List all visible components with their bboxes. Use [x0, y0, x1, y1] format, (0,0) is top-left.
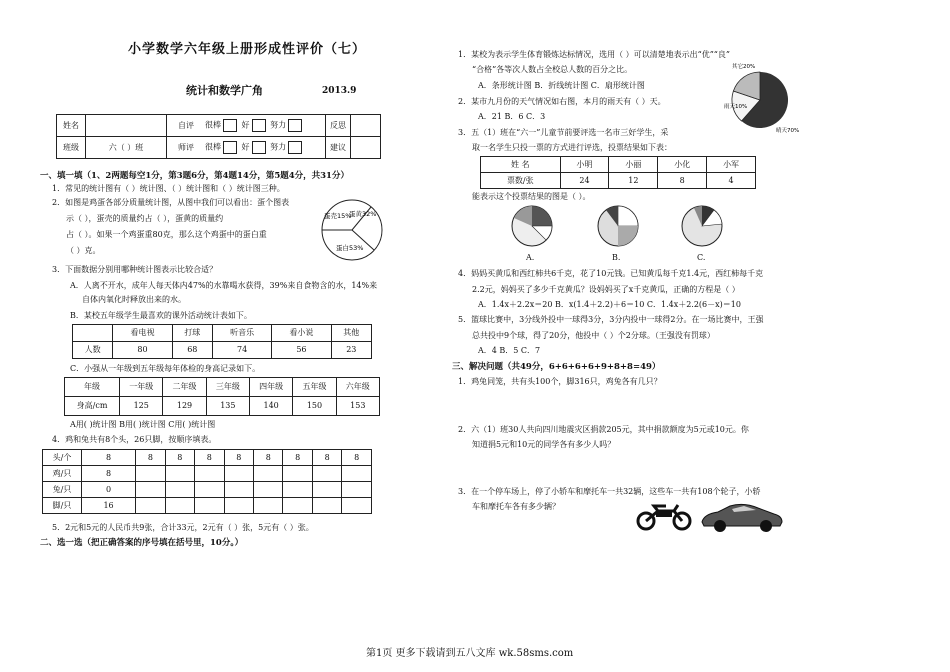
chicken-rabbit-cell[interactable]: [224, 498, 253, 514]
chicken-rabbit-cell: 0: [82, 482, 136, 498]
vote-h1: 小明: [560, 157, 609, 173]
chicken-rabbit-cell[interactable]: [254, 466, 283, 482]
s2-q4-options: A．1.4x＋2.2x＝20 B．x(1.4＋2.2)＋6＝10 C．1.4x＋2.2(6－x)＝10: [478, 300, 741, 309]
s1-q1: 1．常见的统计图有（ ）统计图、（ ）统计图和（ ）统计图三种。: [52, 184, 285, 193]
vote-c0: 票数/张: [481, 173, 561, 189]
chicken-rabbit-cell[interactable]: [195, 482, 224, 498]
s3-q3-line2: 车和摩托车各有多少辆？: [472, 502, 560, 511]
vote-table: [480, 156, 756, 189]
s2-q2: 2．某市九月份的天气情况如右图，本月的雨天有（ ）天。: [458, 97, 666, 106]
option-b-slice-1: [618, 206, 638, 226]
chicken-rabbit-cell[interactable]: [342, 482, 372, 498]
vote-h4: 小军: [707, 157, 756, 173]
s3-q2-line2: 知道捐5元和10元的同学各有多少人吗？: [472, 440, 616, 449]
activity-c1: 80: [113, 342, 172, 359]
student-info-table: [56, 114, 381, 159]
car-icon: [700, 502, 784, 532]
height-h3: 三年级: [206, 378, 249, 397]
section1-heading: 一、填一填（1、2两题每空1分，第3题6分，第4题14分，第5题4分，共31分）: [40, 171, 349, 181]
chicken-rabbit-cell[interactable]: [195, 466, 224, 482]
activity-c0: 人数: [73, 342, 113, 359]
height-table: [64, 377, 380, 416]
checkbox-great[interactable]: [223, 119, 237, 132]
s1-q4: 4．鸡和兔共有8个头，26只脚，按顺序填表。: [52, 435, 217, 444]
option-a-slice-1: [532, 206, 552, 226]
section2-heading: 二、选一选（把正确答案的序号填在括号里，10分。）: [40, 538, 244, 548]
s1-q5: 5．2元和5元的人民币共9张，合计33元，2元有（ ）张，5元有（ ）张。: [52, 523, 314, 532]
chicken-rabbit-cell: 8: [283, 450, 312, 466]
weather-label-rain: 雨天10%: [724, 104, 748, 110]
s2-q1-options: A．条形统计图 B．折线统计图 C．扇形统计图: [478, 81, 645, 90]
activity-h0: [73, 325, 113, 342]
rating-effort: 努力: [270, 120, 287, 130]
s3-q2-line1: 2．六（1）班30人共向四川地震灾区捐款205元，其中捐款额度为5元或10元。你: [458, 425, 749, 434]
activity-h3: 听音乐: [212, 325, 271, 342]
page-footer: 第1页 更多下载请到五八文库 wk.58sms.com: [366, 648, 574, 659]
s2-q3-question: 能表示这个投票结果的图是（ ）。: [472, 192, 591, 201]
weather-pie-chart: [724, 64, 800, 134]
info-reflect: 反思: [326, 115, 351, 137]
chicken-rabbit-cell[interactable]: [283, 498, 312, 514]
chicken-rabbit-cell: 8: [312, 450, 341, 466]
s1-q2-line1: 2．如图是鸡蛋各部分质量统计图，从图中我们可以看出：蛋个图表: [52, 198, 290, 207]
s2-q5-line1: 5．篮球比赛中，3分线外投中一球得3分，3分内投中一球得2分。在一场比赛中，王强: [458, 315, 764, 324]
activity-c2: 68: [172, 342, 212, 359]
chicken-rabbit-cell: 8: [224, 450, 253, 466]
s1-q3: 3．下面数据分别用哪种统计图表示比较合适？: [52, 265, 218, 274]
vote-h0: 姓 名: [481, 157, 561, 173]
height-h6: 六年级: [336, 378, 379, 397]
chicken-rabbit-table: [42, 449, 372, 514]
egg-label-shell: 蛋壳15%: [324, 212, 352, 220]
class-field[interactable]: 六（ ）班: [86, 137, 167, 159]
chicken-rabbit-cell[interactable]: [195, 498, 224, 514]
checkbox-good-t[interactable]: [252, 141, 266, 154]
s2-q3-line2: 取一名学生只投一票的方式进行评选，投票结果如下表：: [472, 143, 672, 152]
chicken-rabbit-cell[interactable]: [254, 482, 283, 498]
suggest-field[interactable]: [351, 137, 381, 159]
height-c5: 150: [293, 397, 336, 416]
option-c-pie: [680, 204, 724, 248]
option-b-slice-2: [618, 226, 638, 246]
s1-q3c: C．小强从一年级到五年级每年体检的身高记录如下。: [70, 364, 261, 373]
option-b-pie: [596, 204, 640, 248]
height-h4: 四年级: [249, 378, 292, 397]
s1-q2-line4: （ ）克。: [66, 246, 101, 255]
info-label-name: 姓名: [57, 115, 86, 137]
rating-great: 很棒: [205, 120, 221, 130]
checkbox-great-t[interactable]: [223, 141, 237, 154]
chicken-rabbit-cell[interactable]: [254, 498, 283, 514]
height-c0: 身高/cm: [65, 397, 120, 416]
checkbox-effort[interactable]: [288, 119, 302, 132]
chicken-rabbit-row-label: 头/个: [43, 450, 82, 466]
chicken-rabbit-row-label: 兔/只: [43, 482, 82, 498]
chicken-rabbit-cell: 8: [165, 450, 194, 466]
activity-c4: 56: [272, 342, 331, 359]
vote-c3: 8: [658, 173, 707, 189]
s1-q3a-line2: 自体内氧化时释放出来的水。: [82, 295, 186, 304]
info-label-class: 班级: [57, 137, 86, 159]
s2-q3-line1: 3．五（1）班在“六一”儿童节前要评选一名市三好学生，采: [458, 128, 669, 137]
chicken-rabbit-cell[interactable]: [342, 466, 372, 482]
s3-q3-line1: 3．在一个停车场上，停了小轿车和摩托车一共32辆，这些车一共有108个轮子，小轿: [458, 487, 761, 496]
section3-heading: 三、解决问题（共49分，6+6+6+6+9+8+8=49）: [452, 362, 661, 372]
vote-h3: 小化: [658, 157, 707, 173]
chicken-rabbit-cell[interactable]: [165, 498, 194, 514]
page-subtitle: 统计和数学广角: [186, 84, 263, 97]
height-h1: 一年级: [120, 378, 163, 397]
s2-q5-line2: 总共投中9个球，得了20分，他投中（ ）个2分球。（王强没有罚球）: [472, 331, 715, 340]
chicken-rabbit-cell: 8: [82, 450, 136, 466]
s1-q3a-line1: A．人离不开水，成年人每天体内47%的水靠喝水获得，39%来自食物含的水，14%来: [70, 281, 378, 290]
activity-table: [72, 324, 372, 359]
s2-q3-option-c: C.: [697, 253, 706, 262]
height-c4: 140: [249, 397, 292, 416]
s2-q2-options: A．21 B．6 C．3: [478, 112, 546, 121]
s2-q3-option-b: B.: [612, 253, 621, 262]
car-wheel-front: [760, 520, 772, 532]
activity-c3: 74: [212, 342, 271, 359]
motorcycle-tank: [656, 510, 672, 517]
checkbox-good[interactable]: [252, 119, 266, 132]
page-title: 小学数学六年级上册形成性评价（七）: [128, 42, 367, 57]
chicken-rabbit-cell[interactable]: [224, 466, 253, 482]
chicken-rabbit-cell: 8: [342, 450, 372, 466]
height-h5: 五年级: [293, 378, 336, 397]
activity-h2: 打球: [172, 325, 212, 342]
chicken-rabbit-cell[interactable]: [312, 482, 341, 498]
egg-pie-chart: [320, 198, 384, 262]
chicken-rabbit-row: [43, 482, 372, 498]
activity-c5: 23: [331, 342, 371, 359]
height-c1: 125: [120, 397, 163, 416]
chicken-rabbit-cell[interactable]: [136, 466, 165, 482]
height-h0: 年级: [65, 378, 120, 397]
checkbox-effort-t[interactable]: [288, 141, 302, 154]
vote-c2: 12: [609, 173, 658, 189]
chicken-rabbit-cell[interactable]: [224, 482, 253, 498]
s1-q2-line3: 占（ ）。如果一个鸡蛋重80克，那么这个鸡蛋中的蛋白重: [66, 230, 267, 239]
car-wheel-rear: [714, 520, 726, 532]
motorcycle-icon: [636, 502, 694, 530]
height-h2: 二年级: [163, 378, 206, 397]
s1-q3b: B．某校五年级学生最喜欢的课外活动统计表如下。: [70, 311, 252, 320]
chicken-rabbit-cell[interactable]: [312, 466, 341, 482]
chicken-rabbit-cell: 8: [136, 450, 165, 466]
rating-good: 好: [241, 120, 250, 130]
s2-q1-line2: “合格”各等次人数占全校总人数的百分之比。: [472, 65, 633, 74]
chicken-rabbit-cell: 8: [82, 466, 136, 482]
chicken-rabbit-cell[interactable]: [283, 466, 312, 482]
chicken-rabbit-cell[interactable]: [165, 482, 194, 498]
activity-h4: 看小说: [272, 325, 331, 342]
height-c3: 135: [206, 397, 249, 416]
rating-good-t: 好: [241, 142, 250, 152]
name-field[interactable]: [86, 115, 167, 137]
date-label: 2013.9: [322, 86, 357, 96]
chicken-rabbit-row-label: 脚/只: [43, 498, 82, 514]
s2-q3-option-a: A.: [526, 253, 535, 262]
chicken-rabbit-cell: 16: [82, 498, 136, 514]
chicken-rabbit-cell: 8: [254, 450, 283, 466]
height-c6: 153: [336, 397, 379, 416]
info-teacher-eval: 师评: [167, 137, 206, 159]
option-a-pie: [510, 204, 554, 248]
chicken-rabbit-cell[interactable]: [165, 466, 194, 482]
chicken-rabbit-cell[interactable]: [283, 482, 312, 498]
chicken-rabbit-cell[interactable]: [312, 498, 341, 514]
vote-c1: 24: [560, 173, 609, 189]
s1-q3-answers: A用( )统计图 B用( )统计图 C用( )统计图: [70, 420, 216, 429]
s2-q1-line1: 1．某校为表示学生体育锻炼达标情况，选用（ ）可以清楚地表示出“优”“良”: [458, 50, 730, 59]
rating-effort-t: 努力: [270, 142, 287, 152]
height-c2: 129: [163, 397, 206, 416]
s2-q5-options: A．4 B．5 C．7: [478, 346, 541, 355]
rating-great-t: 很棒: [205, 142, 221, 152]
chicken-rabbit-row: [43, 498, 372, 514]
chicken-rabbit-cell: 8: [195, 450, 224, 466]
chicken-rabbit-row: [43, 466, 372, 482]
egg-label-white: 蛋白53%: [336, 244, 364, 252]
chicken-rabbit-cell[interactable]: [342, 498, 372, 514]
chicken-rabbit-cell[interactable]: [136, 498, 165, 514]
info-suggest: 建议: [326, 137, 351, 159]
vote-c4: 4: [707, 173, 756, 189]
egg-label-yolk: 蛋黄32%: [349, 210, 377, 218]
weather-label-other: 其它20%: [732, 64, 756, 70]
chicken-rabbit-row-label: 鸡/只: [43, 466, 82, 482]
s1-q2-line2: 示（ ），蛋壳的质量约占（ ），蛋黄的质量约: [66, 214, 224, 223]
activity-h1: 看电视: [113, 325, 172, 342]
activity-h5: 其他: [331, 325, 371, 342]
info-self-eval: 自评: [167, 115, 206, 137]
vote-h2: 小丽: [609, 157, 658, 173]
chicken-rabbit-row: [43, 450, 372, 466]
s2-q4-line2: 2.2元，妈妈买了多少千克黄瓜？设妈妈买了x千克黄瓜，正确的方程是（ ）: [472, 285, 740, 294]
reflect-field[interactable]: [351, 115, 381, 137]
weather-label-sunny: 晴天70%: [776, 128, 800, 134]
s3-q1: 1．鸡兔同笼，共有头100个，脚316只，鸡兔各有几只？: [458, 377, 662, 386]
chicken-rabbit-cell[interactable]: [136, 482, 165, 498]
s2-q4-line1: 4．妈妈买黄瓜和西红柿共6千克，花了10元钱。已知黄瓜每千克1.4元，西红柿每千克: [458, 269, 764, 278]
